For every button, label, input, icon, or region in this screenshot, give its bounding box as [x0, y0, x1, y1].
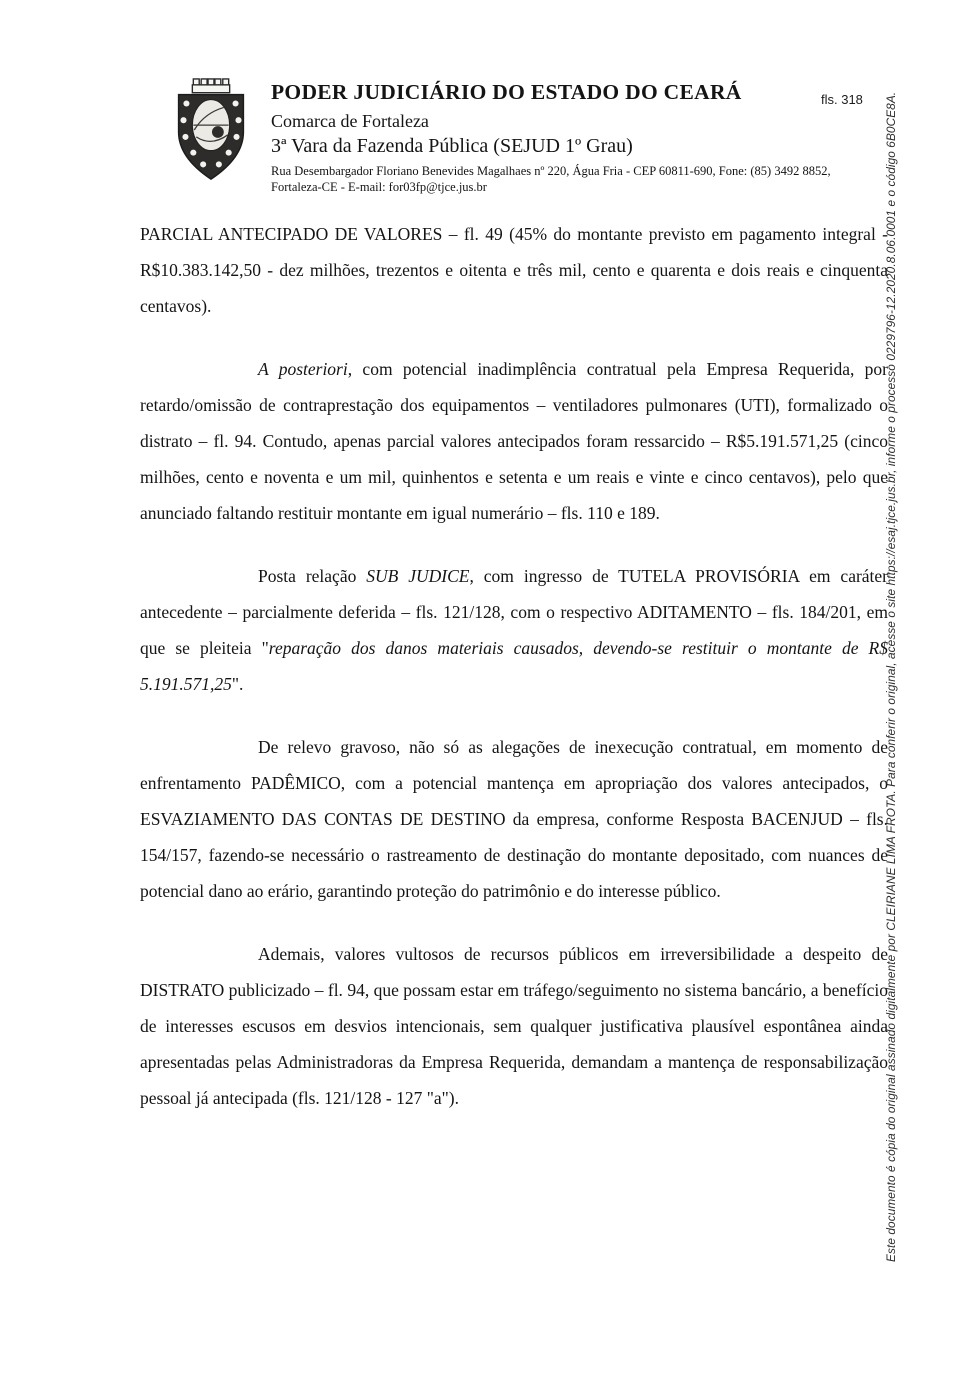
- paragraph-segment: A posteriori: [258, 359, 348, 379]
- document-body: [140, 216, 888, 1116]
- vara-name: 3ª Vara da Fazenda Pública (SEJUD 1º Grau): [271, 135, 633, 157]
- paragraph: [140, 351, 888, 531]
- paragraph-segment: De relevo gravoso, não só as alegações de inexecução contratual, em momento de enfrentamento PADÊMICO, com a potencial mantença em apropriação dos valores antecipados, o ESVAZIAMENTO DAS CONTAS DE DESTINO da empresa, conforme Resposta BACENJUD – fls. 154/157, fazendo-se necessário o rastreamento de destinação do montante depositado, com nuances de potencial dano ao erário, garantindo proteção do patrimônio e do interesse público.: [140, 737, 888, 901]
- ceara-coat-of-arms-logo: [166, 76, 256, 186]
- paragraph-segment: , com potencial inadimplência contratual pela Empresa Requerida, por retardo/omissão de contraprestação dos equipamentos – ventiladores pulmonares (UTI), formalizado o distrato – fl. 94. Contudo, apenas parcial valores antecipados foram ressarcido – R$5.191.571,25 (cinco milhões, cento e noventa e um mil, quinhentos e setenta e um reais e vinte e cinco centavos), pelo que anunciado faltando restituir montante em igual numerário – fls. 110 e 189.: [140, 359, 888, 523]
- page-number-label: fls. 318: [821, 92, 863, 107]
- letterhead: [271, 80, 846, 195]
- paragraph: [140, 729, 888, 909]
- paragraph-segment: SUB JUDICE: [366, 566, 470, 586]
- paragraph-segment: , com ingresso de TUTELA PROVISÓRIA em caráter antecedente – parcialmente deferida – fls. 121/128, com o respectivo ADITAMENTO – fls. 184/201, em que se pleiteia ": [140, 566, 889, 658]
- paragraph-segment: Ademais, valores vultosos de recursos públicos em irreversibilidade a despeito de DISTRATO publicizado – fl. 94, que possam estar em tráfego/seguimento no sistema bancário, a benefício de interesses escusos em desvios intencionais, sem qualquer justificativa plausível espontânea ainda apresentadas pelas Administradoras da Empresa Requerida, demandam a mantença de responsabilização pessoal já antecipada (fls. 121/128 - 127 "a").: [140, 944, 888, 1108]
- paragraph-segment: PARCIAL ANTECIPADO DE VALORES – fl. 49 (45% do montante previsto em pagamento integral - R$10.383.142,50 - dez milhões, trezentos e oitenta e três mil, cento e quarenta e dois reais e cinquenta centavos).: [140, 224, 888, 316]
- digital-signature-strip: Este documento é cópia do original assinado digitalmente por CLEIRIANE LIMA FROTA. Para conferir o original, acesse o site https://esaj.tjce.jus.br, informe o processo 0229796-12.2020.8.06.0001 e o código 6B0CE8A.: [884, 91, 898, 1262]
- paragraph: [140, 936, 888, 1116]
- comarca-name: Comarca de Fortaleza: [271, 111, 429, 131]
- paragraph-segment: ".: [231, 674, 244, 694]
- address-line-2: Fortaleza-CE - E-mail: for03fp@tjce.jus.br: [271, 179, 487, 194]
- court-name: PODER JUDICIÁRIO DO ESTADO DO CEARÁ: [271, 80, 742, 104]
- paragraph-segment: reparação dos danos materiais causados, devendo-se restituir o montante de R$ 5.191.571,25: [140, 638, 888, 694]
- paragraph: [140, 216, 888, 324]
- address-line-1: Rua Desembargador Floriano Benevides Magalhaes nº 220, Água Fria - CEP 60811-690, Fone: (85) 3492 8852,: [271, 164, 831, 178]
- paragraph: [140, 558, 888, 702]
- paragraph-segment: Posta relação: [258, 566, 367, 586]
- coat-of-arms-icon: [166, 76, 256, 186]
